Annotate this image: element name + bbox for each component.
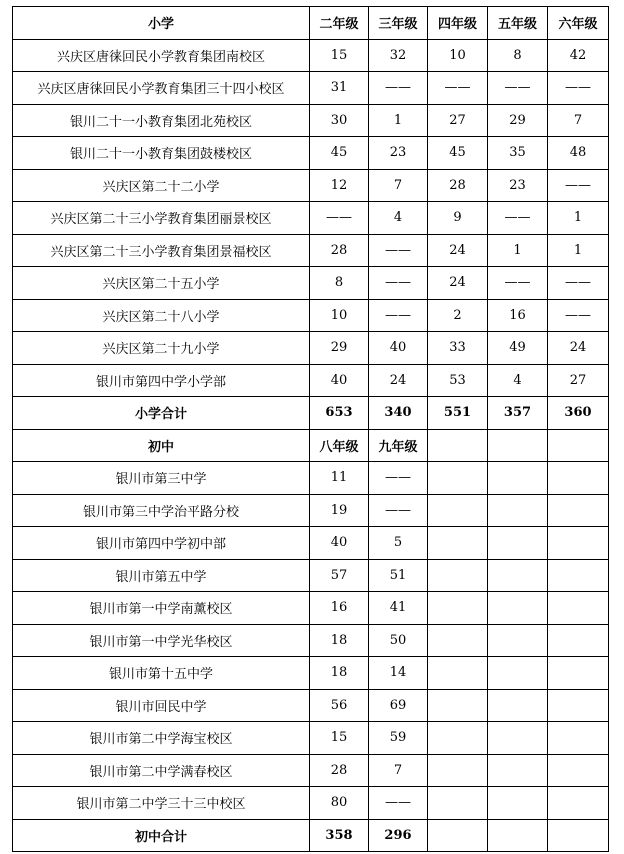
table-row [13,39,609,72]
empty-cell [488,657,548,690]
student-count: 7 [369,754,428,787]
total-count: 360 [548,397,609,430]
student-count: 42 [548,39,609,72]
student-count: —— [548,299,609,332]
grade-header: 四年级 [428,7,488,40]
school-name: 兴庆区第二十三小学教育集团景福校区 [13,234,310,267]
school-name: 银川市第一中学光华校区 [13,624,310,657]
school-name: 银川市回民中学 [13,689,310,722]
total-count: 358 [310,819,369,852]
middle-header-row [13,429,609,462]
student-count: 9 [428,202,488,235]
table-row [13,754,609,787]
empty-cell [548,429,609,462]
school-name: 银川市第四中学小学部 [13,364,310,397]
table-row [13,559,609,592]
student-count: 59 [369,722,428,755]
student-count: 19 [310,494,369,527]
empty-cell [488,494,548,527]
total-count: 551 [428,397,488,430]
student-count: 41 [369,592,428,625]
student-count: —— [369,787,428,820]
school-name: 银川市第三中学治平路分校 [13,494,310,527]
empty-cell [428,592,488,625]
student-count: 45 [310,137,369,170]
student-count: 18 [310,657,369,690]
school-name: 银川市第一中学南薰校区 [13,592,310,625]
school-name: 银川市第三中学 [13,462,310,495]
school-name: 银川市第五中学 [13,559,310,592]
empty-cell [548,462,609,495]
student-count: 28 [428,169,488,202]
student-count: 69 [369,689,428,722]
student-count: —— [310,202,369,235]
student-count: 45 [428,137,488,170]
student-count: 24 [428,267,488,300]
student-count: —— [488,202,548,235]
student-count: —— [488,72,548,105]
student-count: 8 [488,39,548,72]
table-row [13,592,609,625]
student-count: —— [488,267,548,300]
student-count: 51 [369,559,428,592]
empty-cell [488,429,548,462]
school-name: 兴庆区第二十八小学 [13,299,310,332]
student-count: —— [369,234,428,267]
empty-cell [428,722,488,755]
school-name: 兴庆区第二十三小学教育集团丽景校区 [13,202,310,235]
school-name: 银川二十一小教育集团鼓楼校区 [13,137,310,170]
student-count: —— [428,72,488,105]
student-count: 80 [310,787,369,820]
table-row [13,202,609,235]
empty-cell [428,819,488,852]
empty-cell [488,787,548,820]
student-count: —— [548,72,609,105]
student-count: 24 [548,332,609,365]
primary-total-row [13,397,609,430]
school-name: 银川市第四中学初中部 [13,527,310,560]
student-count: 27 [548,364,609,397]
empty-cell [428,527,488,560]
student-count: 23 [369,137,428,170]
table-row [13,104,609,137]
empty-cell [548,722,609,755]
total-label: 初中合计 [13,819,310,852]
enrollment-table [12,6,609,852]
table-row [13,299,609,332]
empty-cell [488,462,548,495]
total-count: 357 [488,397,548,430]
student-count: 35 [488,137,548,170]
student-count: 50 [369,624,428,657]
student-count: —— [548,169,609,202]
empty-cell [488,527,548,560]
primary-header-row [13,7,609,40]
empty-cell [488,624,548,657]
student-count: 1 [548,202,609,235]
empty-cell [548,819,609,852]
middle-total-row [13,819,609,852]
table-body [13,7,609,852]
student-count: 4 [369,202,428,235]
student-count: 1 [548,234,609,267]
student-count: 28 [310,754,369,787]
student-count: 11 [310,462,369,495]
school-name: 兴庆区唐徕回民小学教育集团南校区 [13,39,310,72]
student-count: 30 [310,104,369,137]
student-count: 24 [428,234,488,267]
empty-cell [548,527,609,560]
grade-header: 八年级 [310,429,369,462]
table-row [13,787,609,820]
section-title: 小学 [13,7,310,40]
student-count: —— [369,72,428,105]
student-count: 40 [310,527,369,560]
empty-cell [488,689,548,722]
table-row [13,494,609,527]
empty-cell [428,754,488,787]
student-count: —— [369,462,428,495]
grade-header: 六年级 [548,7,609,40]
student-count: 10 [310,299,369,332]
grade-header: 五年级 [488,7,548,40]
table-row [13,137,609,170]
school-name: 银川市第十五中学 [13,657,310,690]
student-count: 27 [428,104,488,137]
student-count: 49 [488,332,548,365]
student-count: 24 [369,364,428,397]
empty-cell [548,657,609,690]
total-count: 340 [369,397,428,430]
table-row [13,657,609,690]
student-count: 15 [310,39,369,72]
school-name: 银川市第二中学三十三中校区 [13,787,310,820]
student-count: 5 [369,527,428,560]
student-count: 12 [310,169,369,202]
empty-cell [488,754,548,787]
table-row [13,72,609,105]
empty-cell [548,754,609,787]
student-count: 23 [488,169,548,202]
school-name: 银川市第二中学满春校区 [13,754,310,787]
student-count: 10 [428,39,488,72]
empty-cell [548,787,609,820]
grade-header: 九年级 [369,429,428,462]
student-count: 57 [310,559,369,592]
student-count: 1 [369,104,428,137]
table-row [13,462,609,495]
student-count: 7 [369,169,428,202]
student-count: 1 [488,234,548,267]
student-count: 16 [488,299,548,332]
student-count: 2 [428,299,488,332]
empty-cell [488,819,548,852]
student-count: 32 [369,39,428,72]
student-count: 33 [428,332,488,365]
total-count: 653 [310,397,369,430]
empty-cell [548,592,609,625]
school-name: 兴庆区第二十五小学 [13,267,310,300]
student-count: 8 [310,267,369,300]
student-count: —— [369,299,428,332]
empty-cell [428,657,488,690]
student-count: 28 [310,234,369,267]
student-count: 18 [310,624,369,657]
section-title: 初中 [13,429,310,462]
empty-cell [488,559,548,592]
school-name: 兴庆区唐徕回民小学教育集团三十四小校区 [13,72,310,105]
table-row [13,689,609,722]
total-count: 296 [369,819,428,852]
table-row [13,722,609,755]
table-row [13,624,609,657]
student-count: 7 [548,104,609,137]
table-row [13,267,609,300]
table-row [13,169,609,202]
student-count: —— [369,267,428,300]
student-count: 40 [369,332,428,365]
empty-cell [428,559,488,592]
student-count: 14 [369,657,428,690]
student-count: 4 [488,364,548,397]
empty-cell [428,462,488,495]
empty-cell [548,494,609,527]
empty-cell [428,787,488,820]
student-count: 29 [310,332,369,365]
student-count: —— [369,494,428,527]
empty-cell [428,689,488,722]
table-row [13,527,609,560]
empty-cell [488,592,548,625]
student-count: —— [548,267,609,300]
student-count: 56 [310,689,369,722]
student-count: 31 [310,72,369,105]
grade-header: 三年级 [369,7,428,40]
student-count: 16 [310,592,369,625]
grade-header: 二年级 [310,7,369,40]
empty-cell [428,494,488,527]
total-label: 小学合计 [13,397,310,430]
table-row [13,234,609,267]
empty-cell [428,429,488,462]
empty-cell [548,559,609,592]
table-row [13,364,609,397]
student-count: 15 [310,722,369,755]
empty-cell [548,689,609,722]
student-count: 40 [310,364,369,397]
school-name: 银川二十一小教育集团北苑校区 [13,104,310,137]
student-count: 53 [428,364,488,397]
school-name: 银川市第二中学海宝校区 [13,722,310,755]
student-count: 48 [548,137,609,170]
empty-cell [488,722,548,755]
empty-cell [548,624,609,657]
school-name: 兴庆区第二十九小学 [13,332,310,365]
student-count: 29 [488,104,548,137]
table-row [13,332,609,365]
school-name: 兴庆区第二十二小学 [13,169,310,202]
empty-cell [428,624,488,657]
